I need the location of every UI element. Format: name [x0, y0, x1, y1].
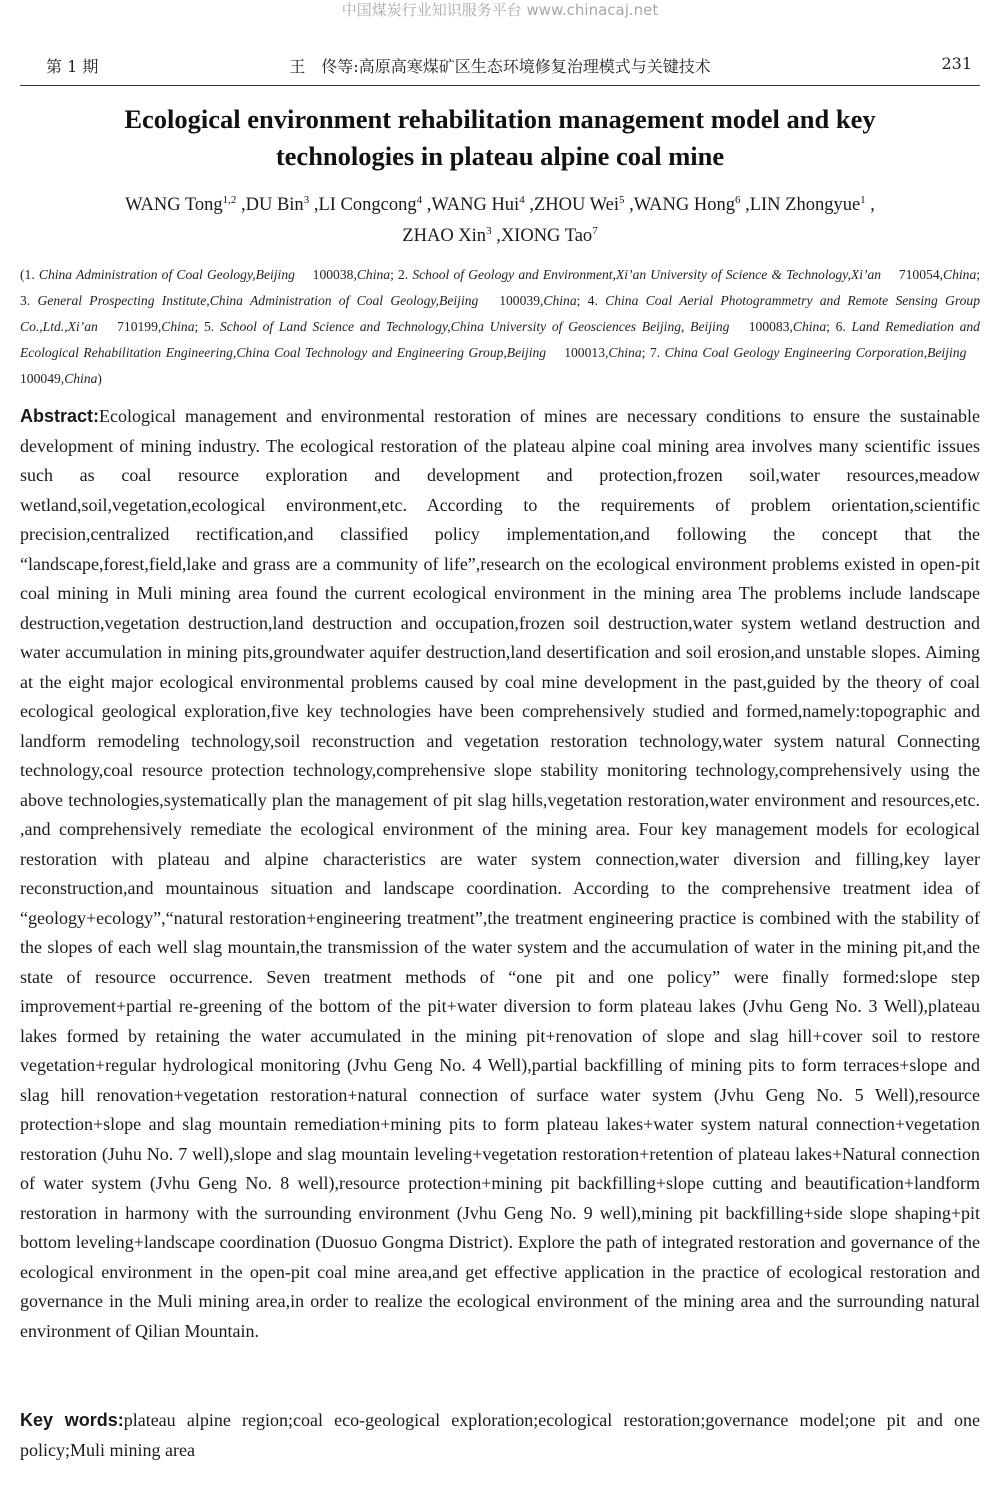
postal-code: 710054 — [898, 267, 940, 282]
affiliation-country: China — [792, 319, 827, 334]
author — [246, 195, 310, 215]
author-name: DU Bin — [245, 195, 304, 215]
affiliation-number: 1. — [24, 267, 35, 282]
author — [634, 195, 741, 215]
author-affiliation-mark: 3 — [303, 194, 310, 206]
author-affiliation-mark: 1 — [860, 194, 866, 206]
postal-code: 100013 — [564, 345, 605, 360]
author — [501, 226, 598, 246]
author — [318, 195, 422, 215]
author-affiliation-mark: 3 — [486, 225, 492, 237]
watermark: 中国煤炭行业知识服务平台 www.chinacaj.net — [341, 1, 659, 19]
keywords-label: Key words: — [20, 1410, 124, 1430]
running-head — [20, 52, 980, 80]
author — [402, 226, 491, 246]
author-name: WANG Hui — [431, 195, 520, 215]
affiliation-number: 3. — [20, 293, 31, 308]
author-affiliation-mark: 4 — [519, 194, 525, 206]
affiliation-org: School of Geology and Environment,Xi’an University of Science & Technology,Xi’an — [412, 267, 882, 282]
postal-code: 100049 — [20, 371, 61, 386]
affiliation-country: China — [356, 267, 391, 282]
affiliation-item: 1. China Administration of Coal Geology,Beijing 100038,China — [24, 267, 391, 282]
affiliation-org: General Prospecting Institute,China Administration of Coal Geology,Beijing — [37, 293, 479, 308]
keywords-text: plateau alpine region;coal eco-geological exploration;ecological restoration;governance model;one pit and one policy;Muli mining area — [20, 1410, 980, 1460]
author — [431, 195, 524, 215]
paper-title: Ecological environment rehabilitation management model and key technologies in plateau alpine coal mine — [124, 104, 876, 171]
affiliations: (1. China Administration of Coal Geology,Beijing 100038,China; 2. School of Geology and Environment,Xi’an University of Science & Technology,Xi’an 710054,China; 3. General Prospecting Institute,China Administration of Coal Geology,Beijing 100039,China; 4. China Coal Aerial Photogrammetry and Remote Sensing Group Co.,Ltd.,Xi’an 710199,China; 5. School of Land Science and Technology,China University of Geosciences Beijing, Beijing 100083,China; 6. Land Remediation and Ecological Rehabilitation Engineering,China Coal Technology and Engineering Group,Beijing 100013,China; 7. China Coal Geology Engineering Corporation,Beijing 100049,China) — [20, 267, 981, 386]
affiliation-item: 7. China Coal Geology Engineering Corporation,Beijing 100049,China — [20, 345, 967, 386]
affiliation-item: 4. China Coal Aerial Photogrammetry and Remote Sensing Group Co.,Ltd.,Xi’an 710199,China — [20, 293, 981, 334]
running-title: 王 佟等:高原高寒煤矿区生态环境修复治理模式与关键技术 — [289, 57, 711, 76]
issue-number: 第 1 期 — [46, 57, 99, 76]
author-name: ZHOU Wei — [533, 195, 619, 215]
abstract-label: Abstract: — [20, 406, 100, 426]
abstract-text: Ecological management and environmental restoration of mines are necessary conditions to ensure the sustainable development of mining industry. The ecological restoration of the plateau alpine coal mining area involves many scientific issues such as coal resource exploration and development and protection,frozen soil,water resources,meadow wetland,soil,vegetation,ecological environment,etc. According to the requirements of problem orientation,scientific precision,centralized rectification,and classified policy implementation,and following the concept that the “landscape,forest,field,lake and grass are a community of life”,research on the ecological environment problems existed in open-pit coal mining in Muli mining area found the current ecological environment in the mining area The problems include landscape destruction,vegetation destruction,land destruction and occupation,frozen soil destruction,water system wetland destruction and water accumulation in mining pits,groundwater aquifer destruction,land desertification and soil erosion,and unstable slopes. Aiming at the eight major ecological environmental problems caused by coal mine development in the past,guided by the theory of coal ecological geological exploration,five key technologies have been comprehensively studied and formed,namely:topographic and landform remodeling technology,soil reconstruction and vegetation restoration technology,water system natural Connecting technology,coal resource protection technology,comprehensive slope stability monitoring technology,comprehensively using the above technologies,systematically plan the management of pit slag hills,vegetation restoration,water environment and resources,etc. ,and comprehensively remediate the ecological environment of the mining area. Four key management models for ecological restoration with plateau and alpine characteristics are water system connection,water diversion and filling,key layer reconstruction,and mountainous situation and landscape coordination. According to the comprehensive treatment idea of “geology+ecology”,“natural restoration+engineering treatment”,the treatment engineering practice is combined with the stability of the slopes of each well slag mountain,the transmission of the water system and the accumulation of water in the mining pit,and the state of resource occurrence. Seven treatment methods of “one pit and one policy” were finally formed:slope step improvement+partial re-greening of the bottom of the pit+water diversion to form plateau lakes (Jvhu Geng No. 3 Well),plateau lakes formed by retaining the water accumulated in the mining pit+renovation of slope and slag hill+cover soil to restore vegetation+regular hydrological monitoring (Jvhu Geng No. 4 Well),partial backfilling of mining pits to form terraces+slope and slag hill renovation+vegetation restoration+natural connection of surface water system (Jvhu Geng No. 5 Well),resource protection+slope and slag mountain remediation+mining pits to form plateau lakes+water system natural connection+vegetation restoration (Juhu No. 7 well),slope and slag mountain leveling+vegetation restoration+retention of plateau lakes+Natural connection of water system (Jvhu Geng No. 8 well),resource protection+mining pit backfilling+slope cutting and beautification+landform restoration in harmony with the surrounding environment (Jvhu Geng No. 9 well),mining pit backfilling+side slope shaping+pit bottom leveling+landscape coordination (Duosuo Gongma District). Explore the path of integrated restoration and governance of the ecological environment in the open-pit coal mine area,and get effective application in the practice of ecological restoration and governance in the Muli mining area,in order to realize the ecological environment of the mining area and the surrounding natural environment of Qilian Mountain. — [20, 406, 980, 1341]
affiliation-item: 2. School of Geology and Environment,Xi’an University of Science & Technology,Xi’an 710054,China — [397, 267, 977, 282]
author — [125, 195, 236, 215]
affiliation-country: China — [64, 371, 98, 386]
author — [534, 195, 625, 215]
author-affiliation-mark: 6 — [734, 194, 741, 206]
affiliation-country: China — [608, 345, 642, 360]
header-rule — [20, 85, 980, 86]
keywords — [20, 1406, 980, 1465]
author — [750, 195, 866, 215]
affiliation-country: China — [161, 319, 195, 334]
author-name: LIN Zhongyue — [749, 195, 861, 215]
affiliation-number: 2. — [397, 267, 409, 282]
page-number: 231 — [941, 54, 972, 73]
author-name: ZHAO Xin — [402, 226, 487, 246]
affiliation-org: China Coal Geology Engineering Corporation,Beijing — [664, 345, 967, 360]
affiliation-number: 6. — [835, 319, 846, 334]
affiliation-number: 5. — [204, 319, 215, 334]
author-affiliation-mark: 7 — [592, 225, 598, 237]
postal-code: 100038 — [312, 267, 354, 282]
affiliation-number: 7. — [649, 345, 661, 360]
postal-code: 100039 — [499, 293, 540, 308]
author-affiliation-mark: 5 — [618, 194, 625, 206]
author-affiliation-mark: 4 — [416, 194, 423, 206]
affiliation-number: 4. — [587, 293, 598, 308]
affiliation-org: China Administration of Coal Geology,Beijing — [38, 267, 295, 282]
affiliation-item: 6. Land Remediation and Ecological Rehabilitation Engineering,China Coal Technology and Engineering Group,Beijing 100013,China — [20, 319, 980, 360]
author-name: XIONG Tao — [500, 226, 593, 246]
affiliation-country: China — [943, 267, 977, 282]
author-name: LI Congcong — [318, 195, 417, 215]
affiliation-org: School of Land Science and Technology,China University of Geosciences Beijing, Beijing — [219, 319, 730, 334]
author-name: WANG Hong — [633, 195, 735, 215]
postal-code: 100083 — [748, 319, 790, 334]
affiliation-org: China Coal Aerial Photogrammetry and Remote Sensing Group Co.,Ltd.,Xi’an — [20, 293, 981, 334]
abstract — [20, 402, 980, 1346]
author-affiliation-mark: 1,2 — [222, 194, 237, 206]
affiliation-org: Land Remediation and Ecological Rehabilitation Engineering,China Coal Technology and Engineering Group,Beijing — [20, 319, 980, 360]
affiliation-item: 5. School of Land Science and Technology,China University of Geosciences Beijing, Beijing 100083,China — [204, 319, 827, 334]
postal-code: 710199 — [117, 319, 158, 334]
affiliation-item: 3. General Prospecting Institute,China Administration of Coal Geology,Beijing 100039,China — [20, 293, 577, 308]
author-name: WANG Tong — [125, 195, 223, 215]
author-list: WANG Tong$^{1,2}$ ,DU Bin$^3$ ,LI Congcong$^4$ ,WANG Hui$^4$ ,ZHOU Wei$^5$ ,WANG Hong$^6$ ,LIN Zhongyue$^1$ , ZHAO Xin$^3$ ,XIONG Tao$^7$ — [125, 194, 875, 246]
affiliation-country: China — [543, 293, 577, 308]
